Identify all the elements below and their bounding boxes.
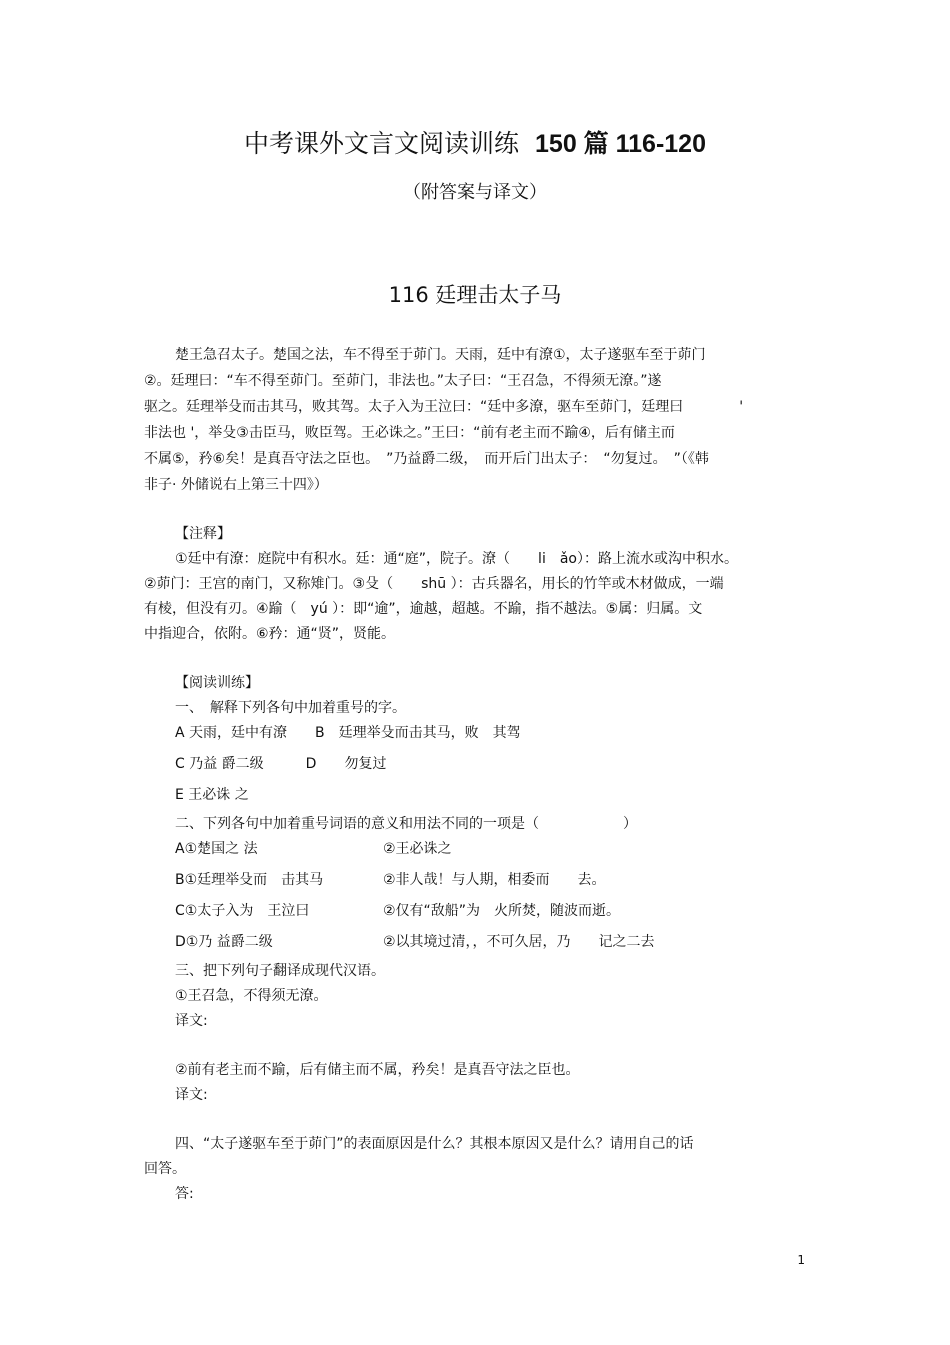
training-heading: 【阅读训练】	[175, 675, 259, 691]
question-2-c1: C①太子入为 王泣曰	[175, 903, 310, 919]
title-text: 中考课外文言文阅读训练	[244, 129, 520, 158]
passage-line-4: 非法也 '，举殳③击臣马，败臣驾。王必诛之。”王曰：“前有老主而不踰④，后有储主而	[144, 425, 675, 441]
notes-line-4: 中指迎合，依附。⑥矜：通“贤”，贤能。	[144, 626, 396, 642]
passage-line-2: ②。廷理曰：“车不得至茆门。至茆门，非法也。”太子曰：“王召急，不得须无潦。”遂	[144, 373, 662, 389]
question-1-item-e: E 王必诛 之	[175, 787, 249, 803]
question-4-line-2: 回答。	[144, 1161, 186, 1177]
question-1-items-ab: A 天雨，廷中有潦 B 廷理举殳而击其马，败 其驾	[175, 725, 521, 741]
question-3-answer-label-2: 译文:	[175, 1087, 208, 1103]
question-4-line-1: 四、“太子遂驱车至于茆门”的表面原因是什么？其根本原因又是什么？请用自己的话	[175, 1136, 694, 1152]
title-number: 150 篇 116-120	[535, 130, 706, 158]
question-2-a1: A①楚国之 法	[175, 841, 258, 857]
question-2-c2: ②仅有“敌船”为 火所焚，随波而逝。	[383, 903, 621, 919]
question-3-sentence-1: ①王召急，不得须无潦。	[175, 988, 328, 1004]
question-2-d1: D①乃 益爵二级	[175, 934, 273, 950]
passage-line-3: 驱之。廷理举殳而击其马，败其驾。太子入为王泣曰：“廷中多潦，驱车至茆门，廷理曰 '	[144, 399, 744, 415]
passage-line-6: 非子· 外储说右上第三十四》）	[144, 477, 328, 493]
page-number: 1	[797, 1253, 805, 1267]
passage-line-1: 楚王急召太子。楚国之法，车不得至于茆门。天雨，廷中有潦①，太子遂驱车至于茆门	[175, 347, 706, 363]
document-title	[0, 124, 950, 160]
question-4-answer-label: 答:	[175, 1186, 194, 1202]
section-heading: 116 廷理击太子马	[388, 283, 562, 307]
notes-line-2: ②茆门：王宫的南门，又称雉门。③殳（ shū ）：古兵器名，用长的竹竿或木材做成，一端	[144, 576, 724, 592]
question-2-b2: ②非人哉！与人期，相委而 去。	[383, 872, 606, 888]
question-3: 三、把下列句子翻译成现代汉语。	[175, 963, 385, 979]
question-2-b1: B①廷理举殳而 击其马	[175, 872, 324, 888]
notes-heading: 【注释】	[175, 526, 231, 542]
question-1-items-cd: C 乃益 爵二级 D 勿复过	[175, 756, 387, 772]
question-2-a2: ②王必诛之	[383, 841, 452, 857]
notes-line-3: 有棱，但没有刃。④踰（ yú ）：即“逾”，逾越，超越。不踰，指不越法。⑤属：归属。文	[144, 601, 703, 617]
question-3-answer-label-1: 译文:	[175, 1013, 208, 1029]
document-subtitle: （附答案与译文）	[403, 182, 547, 203]
notes-line-1: ①廷中有潦：庭院中有积水。廷：通“庭”，院子。潦（ li ǎo）：路上流水或沟中积水。	[175, 551, 738, 567]
question-2-d2: ②以其境过清，，不可久居，乃 记之二去	[383, 934, 655, 950]
passage-line-5: 不属⑤，矜⑥矣！是真吾守法之臣也。 ”乃益爵二级， 而开后门出太子： “勿复过。 ”（《韩	[144, 451, 709, 467]
question-3-sentence-2: ②前有老主而不踰，后有储主而不属，矜矣！是真吾守法之臣也。	[175, 1062, 580, 1078]
question-2: 二、下列各句中加着重号词语的意义和用法不同的一项是（ ）	[175, 816, 637, 832]
question-1: 一、 解释下列各句中加着重号的字。	[175, 700, 406, 716]
